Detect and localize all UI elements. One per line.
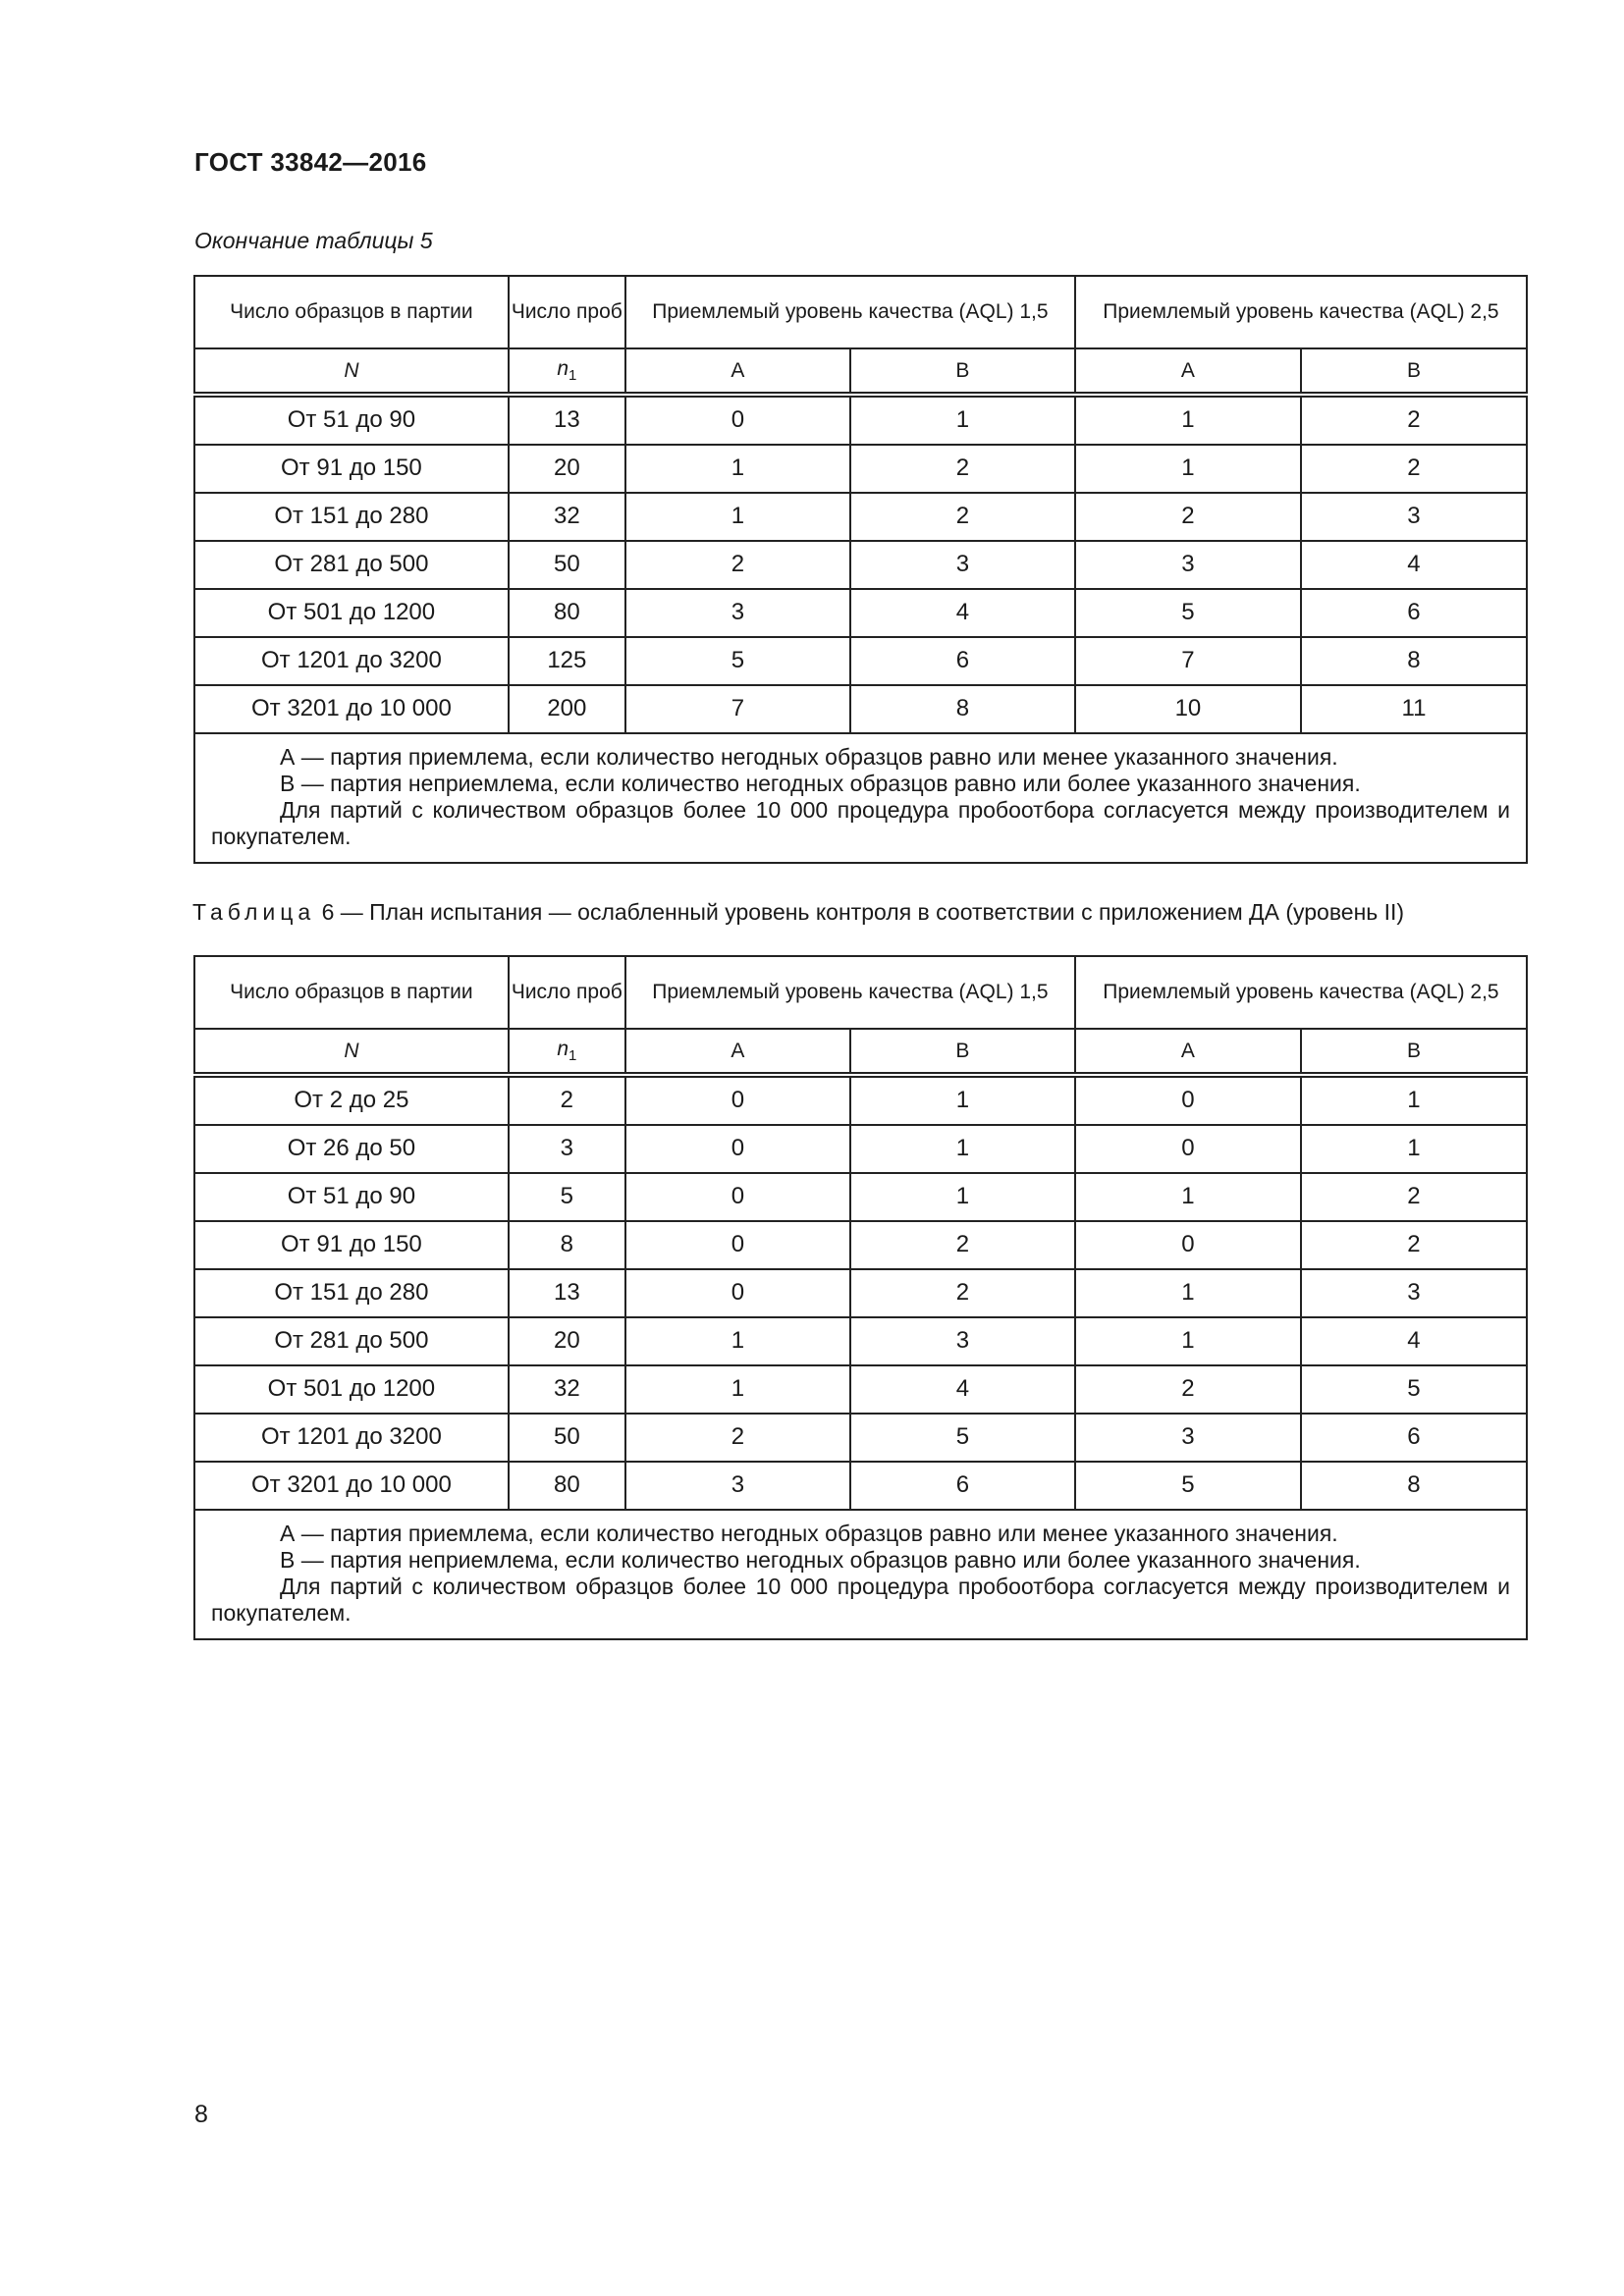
table-row <box>194 1462 1527 1510</box>
cell-aql15-b: 1 <box>850 1125 1075 1173</box>
cell-aql15-b: 2 <box>850 1221 1075 1269</box>
cell-aql25-a: 1 <box>1075 1317 1301 1365</box>
table5-subheader-row <box>194 348 1527 395</box>
cell-lot-range: От 1201 до 3200 <box>194 1414 509 1462</box>
subhdr-B-1-5: B <box>850 1029 1075 1075</box>
note-b: В — партия неприемлема, если количество негодных образцов равно или более указанного значения. <box>280 771 1361 796</box>
cell-aql25-b: 3 <box>1301 493 1527 541</box>
table-row <box>194 445 1527 493</box>
cell-num-samples: 20 <box>509 1317 625 1365</box>
cell-lot-range: От 91 до 150 <box>194 1221 509 1269</box>
subhdr-B-2-5: B <box>1301 348 1527 395</box>
cell-lot-range: От 91 до 150 <box>194 445 509 493</box>
cell-num-samples: 200 <box>509 685 625 733</box>
table5-notes <box>194 733 1527 863</box>
cell-aql15-b: 1 <box>850 395 1075 445</box>
cell-num-samples: 80 <box>509 1462 625 1510</box>
document-header: ГОСТ 33842—2016 <box>194 147 427 177</box>
col-samples-in-lot: Число образцов в партии <box>194 276 509 348</box>
cell-num-samples: 32 <box>509 1365 625 1414</box>
cell-aql15-a: 0 <box>625 1269 850 1317</box>
table6-header-row <box>194 956 1527 1029</box>
table-row <box>194 637 1527 685</box>
cell-aql25-b: 8 <box>1301 1462 1527 1510</box>
cell-aql25-a: 1 <box>1075 445 1301 493</box>
cell-aql25-a: 2 <box>1075 493 1301 541</box>
table-row <box>194 395 1527 445</box>
subhdr-n1: $n_1$ <box>509 348 625 395</box>
note-b: В — партия неприемлема, если количество негодных образцов равно или более указанного значения. <box>280 1547 1361 1573</box>
table-row <box>194 1075 1527 1125</box>
cell-aql15-b: 6 <box>850 1462 1075 1510</box>
cell-aql15-b: 8 <box>850 685 1075 733</box>
cell-aql15-a: 0 <box>625 1173 850 1221</box>
cell-aql15-a: 1 <box>625 445 850 493</box>
cell-lot-range: От 281 до 500 <box>194 541 509 589</box>
table-row <box>194 493 1527 541</box>
cell-num-samples: 8 <box>509 1221 625 1269</box>
cell-num-samples: 3 <box>509 1125 625 1173</box>
cell-num-samples: 5 <box>509 1173 625 1221</box>
table-row <box>194 1365 1527 1414</box>
cell-aql25-a: 0 <box>1075 1221 1301 1269</box>
subhdr-N: N <box>194 348 509 395</box>
cell-lot-range: От 151 до 280 <box>194 1269 509 1317</box>
cell-num-samples: 50 <box>509 1414 625 1462</box>
cell-aql25-b: 6 <box>1301 589 1527 637</box>
col-num-samples: Число проб <box>509 276 625 348</box>
table5 <box>193 275 1528 864</box>
cell-aql15-a: 1 <box>625 1317 850 1365</box>
table-row <box>194 1221 1527 1269</box>
table-row <box>194 1317 1527 1365</box>
cell-aql15-a: 7 <box>625 685 850 733</box>
table-row <box>194 1125 1527 1173</box>
cell-aql15-a: 2 <box>625 1414 850 1462</box>
cell-lot-range: От 51 до 90 <box>194 1173 509 1221</box>
cell-aql15-a: 1 <box>625 493 850 541</box>
cell-aql15-b: 4 <box>850 1365 1075 1414</box>
table6-body <box>194 1075 1527 1510</box>
cell-aql15-b: 4 <box>850 589 1075 637</box>
cell-aql15-a: 5 <box>625 637 850 685</box>
cell-lot-range: От 26 до 50 <box>194 1125 509 1173</box>
cell-aql15-b: 2 <box>850 1269 1075 1317</box>
cell-aql25-a: 5 <box>1075 589 1301 637</box>
cell-num-samples: 125 <box>509 637 625 685</box>
cell-aql25-a: 1 <box>1075 1173 1301 1221</box>
note-large-lots: Для партий с количеством образцов более 10 000 процедура пробоотбора согласуется между производителем и покупателем. <box>211 1574 1510 1626</box>
cell-aql15-b: 1 <box>850 1173 1075 1221</box>
cell-aql25-a: 7 <box>1075 637 1301 685</box>
table5-caption: Окончание таблицы 5 <box>194 228 433 253</box>
col-samples-in-lot: Число образцов в партии <box>194 956 509 1029</box>
subhdr-B-2-5: B <box>1301 1029 1527 1075</box>
col-aql-2-5: Приемлемый уровень качества (AQL) 2,5 <box>1075 956 1527 1029</box>
cell-num-samples: 80 <box>509 589 625 637</box>
cell-aql25-a: 3 <box>1075 1414 1301 1462</box>
col-num-samples: Число проб <box>509 956 625 1029</box>
note-large-lots: Для партий с количеством образцов более 10 000 процедура пробоотбора согласуется между производителем и покупателем. <box>211 797 1510 849</box>
cell-aql15-b: 2 <box>850 445 1075 493</box>
cell-aql25-a: 1 <box>1075 1269 1301 1317</box>
table-row <box>194 685 1527 733</box>
cell-aql25-b: 2 <box>1301 445 1527 493</box>
cell-aql15-a: 2 <box>625 541 850 589</box>
subhdr-N: N <box>194 1029 509 1075</box>
cell-num-samples: 13 <box>509 1269 625 1317</box>
table-row <box>194 1269 1527 1317</box>
cell-aql15-a: 0 <box>625 1075 850 1125</box>
cell-aql25-a: 0 <box>1075 1125 1301 1173</box>
cell-aql15-b: 1 <box>850 1075 1075 1125</box>
table6-notes-row <box>194 1510 1527 1639</box>
cell-aql15-b: 5 <box>850 1414 1075 1462</box>
cell-aql15-b: 3 <box>850 541 1075 589</box>
cell-aql25-b: 2 <box>1301 395 1527 445</box>
cell-aql25-b: 8 <box>1301 637 1527 685</box>
subhdr-B-1-5: B <box>850 348 1075 395</box>
col-aql-1-5: Приемлемый уровень качества (AQL) 1,5 <box>625 956 1075 1029</box>
cell-aql15-b: 2 <box>850 493 1075 541</box>
subhdr-A-1-5: A <box>625 1029 850 1075</box>
page-number: 8 <box>194 2101 208 2128</box>
subhdr-A-2-5: A <box>1075 1029 1301 1075</box>
col-aql-2-5: Приемлемый уровень качества (AQL) 2,5 <box>1075 276 1527 348</box>
cell-num-samples: 50 <box>509 541 625 589</box>
cell-num-samples: 20 <box>509 445 625 493</box>
table5-header-row <box>194 276 1527 348</box>
table6-subheader-row <box>194 1029 1527 1075</box>
subhdr-A-1-5: A <box>625 348 850 395</box>
cell-aql15-a: 3 <box>625 589 850 637</box>
cell-aql15-a: 0 <box>625 1125 850 1173</box>
cell-aql25-a: 0 <box>1075 1075 1301 1125</box>
subhdr-n1: $n_1$ <box>509 1029 625 1075</box>
cell-num-samples: 32 <box>509 493 625 541</box>
table-row <box>194 1173 1527 1221</box>
cell-aql25-b: 4 <box>1301 1317 1527 1365</box>
cell-aql15-b: 6 <box>850 637 1075 685</box>
cell-aql25-a: 2 <box>1075 1365 1301 1414</box>
cell-aql25-a: 1 <box>1075 395 1301 445</box>
table6 <box>193 955 1528 1640</box>
cell-aql15-a: 3 <box>625 1462 850 1510</box>
cell-aql25-b: 6 <box>1301 1414 1527 1462</box>
cell-num-samples: 2 <box>509 1075 625 1125</box>
cell-aql15-a: 0 <box>625 395 850 445</box>
cell-aql25-b: 2 <box>1301 1173 1527 1221</box>
table6-caption: Таблица 6 — План испытания — ослабленный уровень контроля в соответствии с приложением ДА (уровень II) <box>192 899 1405 925</box>
table5-notes-row <box>194 733 1527 863</box>
cell-lot-range: От 3201 до 10 000 <box>194 1462 509 1510</box>
subhdr-A-2-5: A <box>1075 348 1301 395</box>
cell-aql15-a: 0 <box>625 1221 850 1269</box>
cell-num-samples: 13 <box>509 395 625 445</box>
cell-aql25-b: 4 <box>1301 541 1527 589</box>
cell-lot-range: От 501 до 1200 <box>194 589 509 637</box>
table6-notes <box>194 1510 1527 1639</box>
note-a: А — партия приемлема, если количество негодных образцов равно или менее указанного значения. <box>280 744 1338 770</box>
table-row <box>194 541 1527 589</box>
table5-body <box>194 395 1527 733</box>
table-row <box>194 589 1527 637</box>
cell-aql25-b: 1 <box>1301 1075 1527 1125</box>
cell-aql25-b: 5 <box>1301 1365 1527 1414</box>
cell-lot-range: От 2 до 25 <box>194 1075 509 1125</box>
cell-aql25-a: 5 <box>1075 1462 1301 1510</box>
cell-lot-range: От 281 до 500 <box>194 1317 509 1365</box>
cell-lot-range: От 3201 до 10 000 <box>194 685 509 733</box>
cell-aql25-a: 10 <box>1075 685 1301 733</box>
cell-lot-range: От 1201 до 3200 <box>194 637 509 685</box>
cell-aql25-b: 2 <box>1301 1221 1527 1269</box>
cell-aql25-a: 3 <box>1075 541 1301 589</box>
col-aql-1-5: Приемлемый уровень качества (AQL) 1,5 <box>625 276 1075 348</box>
cell-lot-range: От 501 до 1200 <box>194 1365 509 1414</box>
cell-lot-range: От 151 до 280 <box>194 493 509 541</box>
table-row <box>194 1414 1527 1462</box>
note-a: А — партия приемлема, если количество негодных образцов равно или менее указанного значения. <box>280 1521 1338 1546</box>
cell-aql25-b: 1 <box>1301 1125 1527 1173</box>
cell-aql25-b: 11 <box>1301 685 1527 733</box>
cell-aql15-a: 1 <box>625 1365 850 1414</box>
cell-aql15-b: 3 <box>850 1317 1075 1365</box>
cell-aql25-b: 3 <box>1301 1269 1527 1317</box>
cell-lot-range: От 51 до 90 <box>194 395 509 445</box>
